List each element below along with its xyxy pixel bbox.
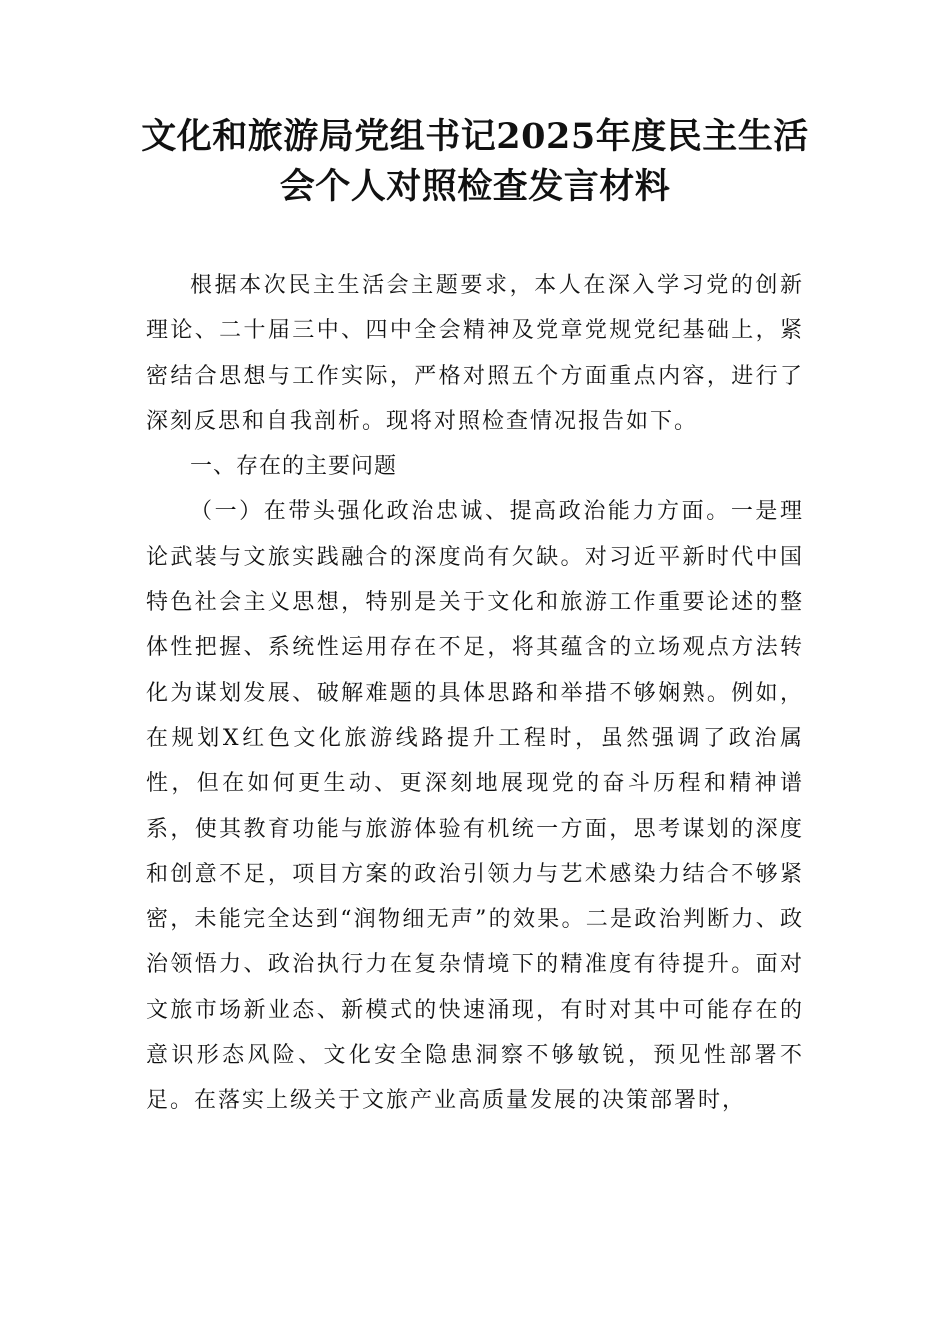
intro-paragraph: 根据本次民主生活会主题要求，本人在深入学习党的创新理论、二十届三中、四中全会精神及党章党规党纪基础上，紧密结合思想与工作实际，严格对照五个方面重点内容，进行了深刻反思和自我剖析。现将对照检查情况报告如下。 xyxy=(146,273,804,434)
subsection-1-body: 一是理论武装与文旅实践融合的深度尚有欠缺。对习近平新时代中国特色社会主义思想，特别是关于文化和旅游工作重要论述的整体性把握、系统性运用存在不足，将其蕴含的立场观点方法转化为谋划发展、破解难题的具体思路和举措不够娴熟。例如，在规划X红色文化旅游线路提升工程时，虽然强调了政治属性，但在如何更生动、更深刻地展现党的奋斗历程和精神谱系，使其教育功能与旅游体验有机统一方面，思考谋划的深度和创意不足，项目方案的政治引领力与艺术感染力结合不够紧密，未能完全达到“润物细无声”的效果。二是政治判断力、政治领悟力、政治执行力在复杂情境下的精准度有待提升。面对文旅市场新业态、新模式的快速涌现，有时对其中可能存在的意识形态风险、文化安全隐患洞察不够敏锐，预见性部署不足。在落实上级关于文旅产业高质量发展的决策部署时， xyxy=(146,499,804,1114)
document-title-line-1: 文化和旅游局党组书记2025年度民主生活 xyxy=(141,116,809,157)
subsection-1-paragraph xyxy=(146,489,804,1123)
section-1-heading: 一、存在的主要问题 xyxy=(190,454,398,480)
document-body xyxy=(146,263,804,1124)
document-title xyxy=(120,112,830,212)
subsection-1-heading: （一）在带头强化政治忠诚、提高政治能力方面。 xyxy=(190,499,731,525)
document-title-line-2: 会个人对照检查发言材料 xyxy=(279,166,671,207)
